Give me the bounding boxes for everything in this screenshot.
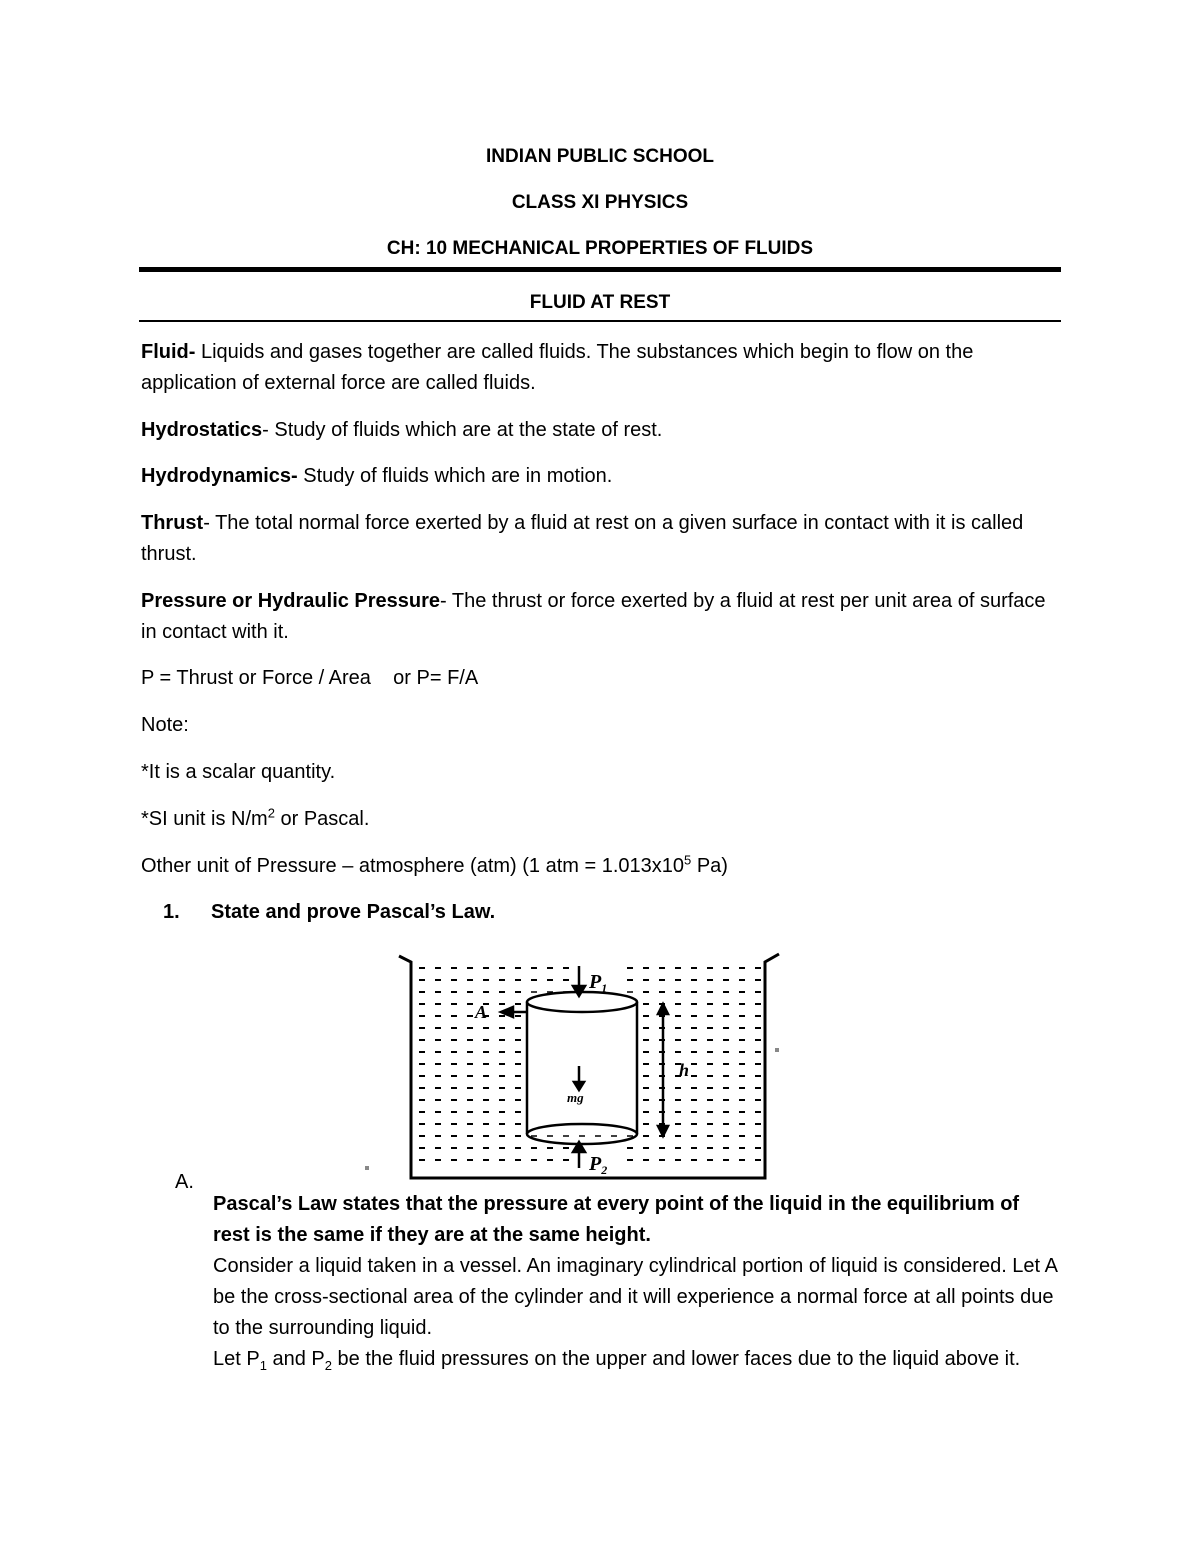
definition-pressure xyxy=(141,586,1061,648)
other-unit-exponent: 5 xyxy=(684,852,692,868)
definition-term: Hydrodynamics- xyxy=(141,465,298,487)
note-label: Note: xyxy=(141,714,189,736)
scan-speck xyxy=(365,1166,369,1170)
definition-hydrostatics xyxy=(141,415,1061,446)
definition-text: Liquids and gases together are called fluids. The substances which begin to flow on the application of external force are called fluids. xyxy=(141,341,974,394)
pressures-text: Let P xyxy=(213,1348,260,1370)
cylinder xyxy=(527,992,637,1144)
si-unit-text: *SI unit is N/m xyxy=(141,808,268,830)
header-divider xyxy=(139,267,1061,272)
si-unit-suffix: or Pascal. xyxy=(274,808,370,830)
section-divider xyxy=(139,320,1061,322)
definition-fluid xyxy=(141,337,1061,399)
answer-explanation: Consider a liquid taken in a vessel. An imaginary cylindrical portion of liquid is considered. Let A be the cross-sectional area of the cylinder and it will experience a normal force at all points due to the surrounding liquid. xyxy=(213,1255,1057,1339)
question-text: State and prove Pascal’s Law. xyxy=(211,901,496,923)
label-area: A xyxy=(475,1002,488,1022)
definition-text: - The thrust or force exerted by a fluid at rest per unit area of surface in contact with it. xyxy=(141,590,1046,643)
label-weight: mg xyxy=(567,1090,584,1105)
label-p1: $P_1$ xyxy=(589,971,608,995)
pressure-subscript-2: 2 xyxy=(324,1358,332,1373)
school-name: INDIAN PUBLIC SCHOOL xyxy=(486,146,714,167)
definition-text: Study of fluids which are in motion. xyxy=(297,465,613,487)
other-unit-text: Other unit of Pressure – atmosphere (atm) (1 atm = 1.013x10 xyxy=(141,855,685,877)
other-unit xyxy=(141,851,1061,882)
definition-text: - Study of fluids which are at the state of rest. xyxy=(262,419,663,441)
pressure-formula: P = Thrust or Force / Area or P= F/A xyxy=(141,667,479,689)
question-1 xyxy=(163,897,495,928)
label-p2: $P_2$ xyxy=(589,1153,608,1177)
question-number: 1. xyxy=(163,901,180,923)
si-unit-exponent: 2 xyxy=(267,805,275,821)
definition-term: Pressure or Hydraulic Pressure xyxy=(141,590,441,612)
section-title: FLUID AT REST xyxy=(529,292,671,313)
answer-label: A. xyxy=(175,1171,194,1193)
pascal-law-statement: Pascal’s Law states that the pressure at every point of the liquid in the equilibrium of rest is the same if they are at the same height. xyxy=(213,1193,1020,1246)
note-scalar: *It is a scalar quantity. xyxy=(141,761,336,783)
class-title: CLASS XI PHYSICS xyxy=(511,192,689,213)
note-si-unit xyxy=(141,804,1061,835)
definition-hydrodynamics xyxy=(141,461,1061,492)
scan-speck xyxy=(775,1048,779,1052)
pressures-suffix: be the fluid pressures on the upper and lower faces due to the liquid above it. xyxy=(332,1348,1021,1370)
definition-thrust xyxy=(141,508,1061,570)
pascal-law-diagram xyxy=(395,948,795,1183)
definition-term: Thrust xyxy=(141,512,204,534)
definition-text: - The total normal force exerted by a fluid at rest on a given surface in contact with it is called thrust. xyxy=(141,512,1024,565)
label-height: h xyxy=(679,1060,690,1080)
answer-pressures xyxy=(213,1344,1061,1375)
pressure-subscript-1: 1 xyxy=(259,1358,267,1373)
pressures-mid: and P xyxy=(266,1348,325,1370)
definition-term: Hydrostatics xyxy=(141,419,263,441)
definition-term: Fluid- xyxy=(141,341,196,363)
other-unit-suffix: Pa) xyxy=(691,855,728,877)
chapter-title: CH: 10 MECHANICAL PROPERTIES OF FLUIDS xyxy=(386,238,814,259)
